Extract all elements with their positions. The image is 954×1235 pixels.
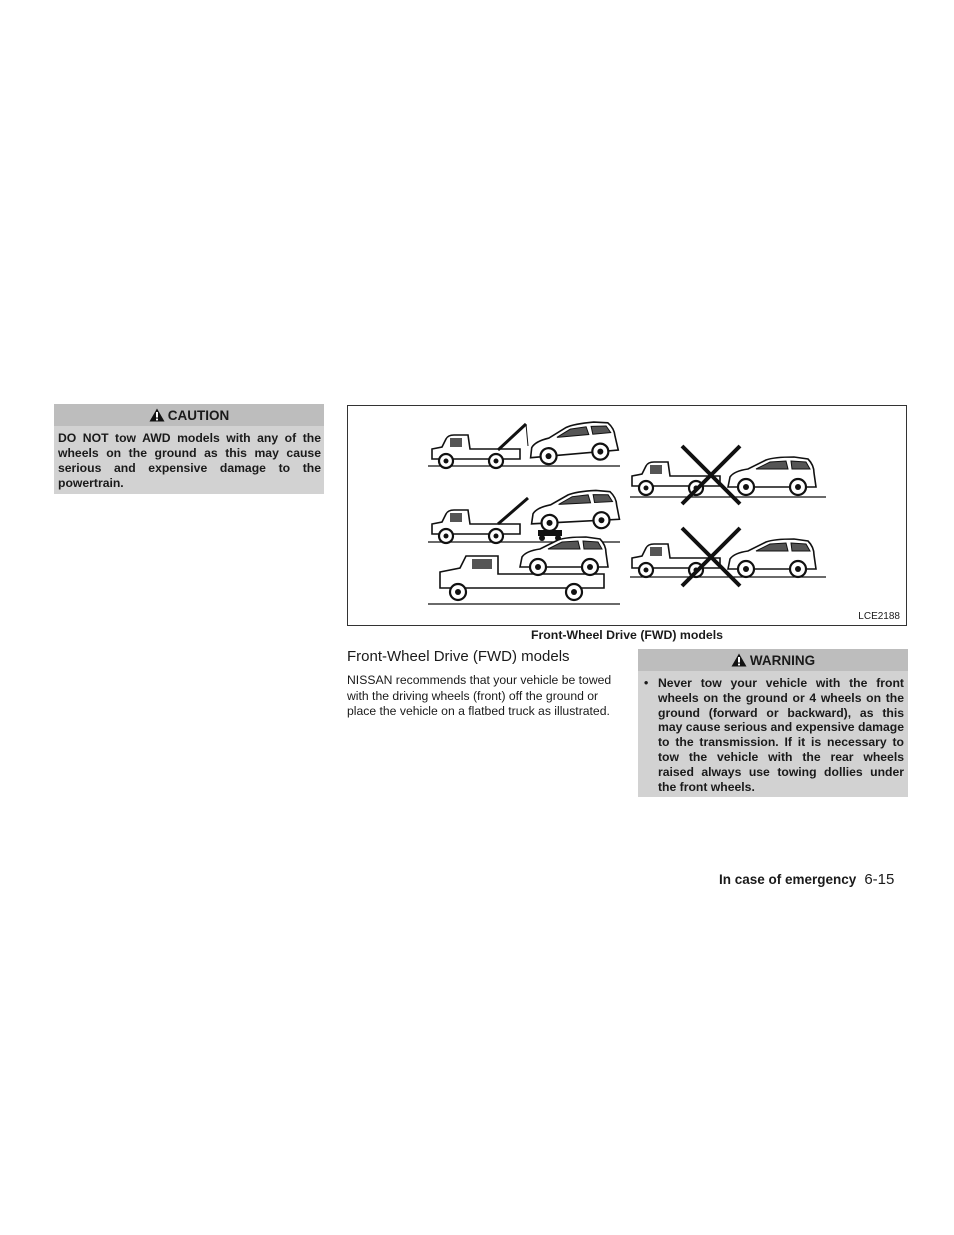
section-heading: Front-Wheel Drive (FWD) models (347, 648, 570, 665)
footer-section: In case of emergency (719, 872, 857, 887)
bullet: • (644, 676, 649, 690)
caution-text: DO NOT tow AWD models with any of the wheels on the ground as this may cause serious and expensive damage to the powertrain. (58, 431, 321, 490)
caution-title: CAUTION (167, 407, 230, 423)
warning-title: WARNING (749, 652, 816, 668)
towing-illustration (347, 405, 907, 626)
warning-header (638, 649, 908, 671)
page-footer (719, 871, 894, 888)
warning-box (638, 649, 908, 797)
caution-box (54, 404, 324, 494)
warning-item (638, 671, 908, 794)
towing-diagram (348, 406, 906, 625)
caution-header (54, 404, 324, 426)
figure-caption: Front-Wheel Drive (FWD) models (531, 628, 723, 642)
warning-text: Never tow your vehicle with the front wheels on the ground or 4 wheels on the ground (forward or backward), as this may cause serious and expensive damage to the transmission. If it is necessary to tow the vehicle with the rear wheels raised always use towing dollies under the front wheels. (658, 676, 904, 794)
warning-triangle-icon (149, 408, 165, 422)
section-body: NISSAN recommends that your vehicle be towed with the driving wheels (front) off the ground or place the vehicle on a flatbed truck as illustrated. (347, 673, 612, 718)
page-number: 6-15 (864, 871, 895, 888)
figure-code: LCE2188 (858, 611, 900, 622)
warning-triangle-icon (731, 653, 747, 667)
